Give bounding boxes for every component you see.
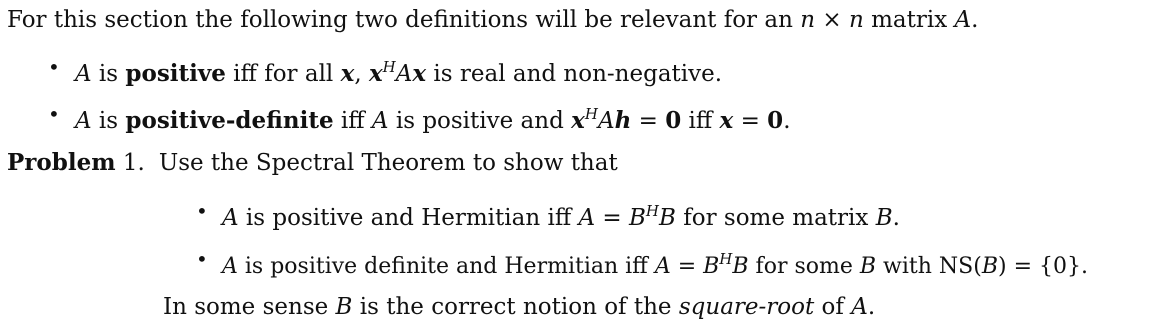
text: iff for all: [225, 61, 341, 87]
math-zero-vector: 0: [665, 107, 682, 134]
intro-text: For this section the following two definitions will be relevant for an: [7, 7, 801, 33]
text: for some: [748, 254, 860, 279]
text: is: [91, 61, 126, 87]
text: iff: [333, 108, 372, 134]
definition-positive: [75, 53, 722, 88]
text: ,: [354, 61, 369, 87]
text: is positive and Hermitian iff: [238, 205, 579, 231]
defined-term: positive-definite: [125, 107, 334, 134]
math-superscript-H: H: [645, 202, 660, 220]
text: ) = {0}.: [998, 254, 1088, 279]
text: iff: [681, 108, 720, 134]
closing-line: [163, 293, 875, 321]
math-superscript-H: H: [584, 105, 598, 123]
math-A: A: [222, 254, 238, 279]
period: .: [971, 7, 979, 33]
text: is: [91, 108, 126, 134]
math-A: A: [222, 205, 239, 231]
problem-number: 1.: [115, 150, 145, 176]
math-A: A: [578, 205, 596, 231]
math-A: A: [654, 254, 671, 279]
text: of: [814, 294, 852, 320]
math-B: B: [859, 254, 877, 279]
math-B: B: [703, 254, 720, 279]
definition-positive-definite: [75, 100, 791, 135]
problem-item-1: [222, 197, 900, 232]
text: =: [733, 108, 768, 134]
problem-label: Problem: [7, 149, 116, 176]
math-B: B: [659, 205, 676, 231]
math-A: A: [75, 108, 92, 134]
bullet-icon: •: [196, 247, 208, 271]
text: is positive definite and Hermitian iff: [237, 254, 655, 279]
bullet-icon: •: [48, 102, 60, 126]
text: for some matrix: [675, 205, 876, 231]
math-x: x: [368, 60, 383, 87]
math-n: n: [848, 7, 864, 33]
text: =: [595, 205, 630, 231]
math-superscript-H: H: [719, 250, 733, 268]
math-A: A: [851, 294, 868, 320]
text: .: [892, 205, 900, 231]
math-superscript-H: H: [382, 58, 396, 76]
math-A: A: [371, 108, 389, 134]
math-x: x: [571, 107, 585, 134]
math-A: A: [75, 61, 92, 87]
emphasized-term: square-root: [678, 294, 815, 320]
text: is real and non-negative.: [426, 61, 723, 87]
text: .: [783, 108, 791, 134]
text: is positive and: [388, 108, 572, 134]
bullet-icon: •: [48, 55, 60, 79]
defined-term: positive: [125, 60, 226, 87]
text: In some sense: [163, 294, 336, 320]
math-n: n: [800, 7, 816, 33]
math-B: B: [875, 205, 893, 231]
math-x: x: [412, 60, 427, 87]
problem-item-2: [222, 245, 1088, 281]
math-h: h: [614, 107, 632, 134]
math-B: B: [981, 254, 998, 279]
text: with NS(: [876, 254, 982, 279]
text: =: [670, 254, 704, 279]
math-x: x: [340, 60, 355, 87]
intro-text: matrix: [863, 7, 955, 33]
problem-text: Use the Spectral Theorem to show that: [158, 150, 618, 176]
math-A: A: [597, 108, 615, 134]
intro-line: [7, 6, 978, 34]
math-B: B: [732, 254, 749, 279]
math-x: x: [719, 107, 734, 134]
math-B: B: [629, 205, 646, 231]
text: .: [867, 294, 876, 320]
math-times: ×: [815, 7, 849, 33]
text: =: [631, 108, 666, 134]
bullet-icon: •: [196, 199, 208, 223]
math-A: A: [954, 7, 972, 33]
math-B: B: [335, 294, 353, 320]
math-A: A: [395, 61, 413, 87]
problem-line: [7, 149, 618, 177]
text: is the correct notion of the: [352, 294, 679, 320]
math-zero-vector: 0: [767, 107, 784, 134]
